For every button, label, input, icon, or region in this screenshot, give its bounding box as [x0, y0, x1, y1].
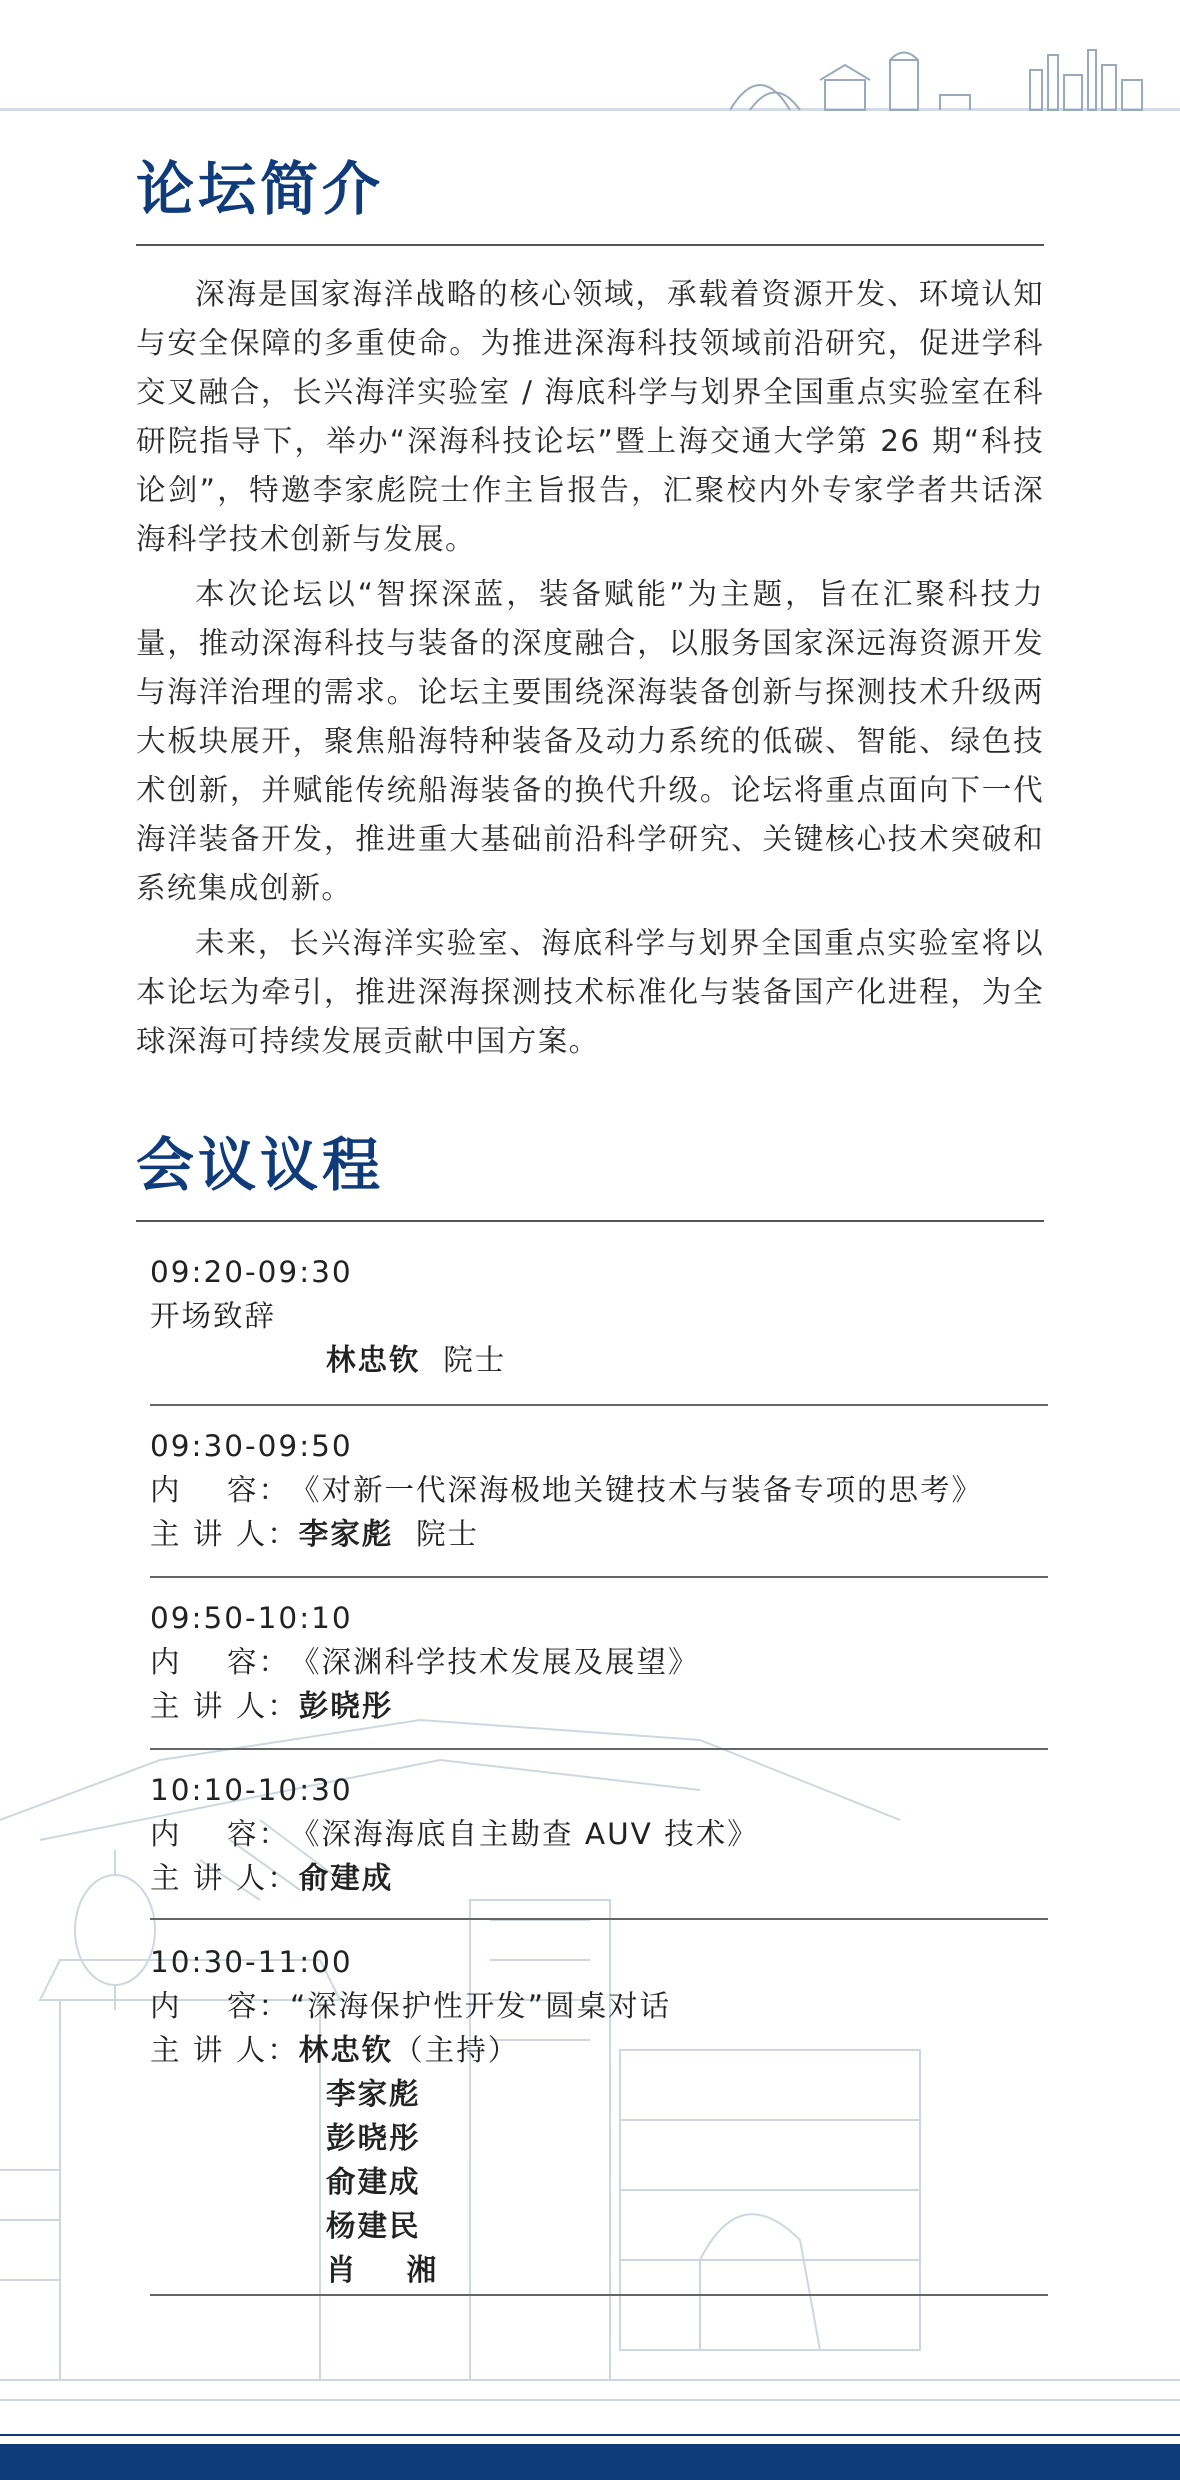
agenda-separator	[150, 2294, 1048, 2296]
footer-band	[0, 2444, 1180, 2480]
intro-divider	[136, 244, 1044, 246]
host-name: 林忠钦	[298, 2033, 394, 2067]
speaker-name: 李家彪	[298, 1517, 394, 1551]
speaker-name: 林忠钦	[326, 1343, 421, 1377]
footer-rule	[0, 2434, 1180, 2436]
panelist-name: 李家彪	[326, 2077, 421, 2111]
agenda-session-name: 开场致辞	[150, 1299, 277, 1333]
agenda-separator	[150, 1404, 1048, 1406]
agenda-time: 10:30-11:00	[150, 1945, 353, 1979]
agenda-separator	[150, 1918, 1048, 1920]
panelist-name: 彭晓彤	[326, 2121, 421, 2155]
agenda-item-roundtable	[150, 1940, 1050, 2292]
agenda-item	[150, 1424, 1050, 1556]
panelist-name: 杨建民	[326, 2209, 421, 2243]
speaker-name: 彭晓彤	[298, 1689, 394, 1723]
speaker-label: 主 讲 人：	[150, 1861, 299, 1895]
speaker-honor: 院士	[416, 1517, 480, 1551]
content-label: 内 容：	[150, 1645, 291, 1679]
section-title-agenda: 会议议程	[136, 1131, 385, 1199]
intro-paragraph: 未来，长兴海洋实验室、海底科学与划界全国重点实验室将以本论坛为牵引，推进深海探测技术标准化与装备国产化进程，为全球深海可持续发展贡献中国方案。	[136, 926, 1044, 1058]
talk-title: 《对新一代深海极地关键技术与装备专项的思考》	[290, 1473, 984, 1507]
speaker-label: 主 讲 人：	[150, 1689, 299, 1723]
intro-paragraph: 深海是国家海洋战略的核心领域，承载着资源开发、环境认知与安全保障的多重使命。为推进深海科技领域前沿研究，促进学科交叉融合，长兴海洋实验室 / 海底科学与划界全国重点实验室在科研院指导下，举办“深海科技论坛”暨上海交通大学第 26 期“科技论剑”，特邀李家彪院士作主旨报告，汇聚校内外专家学者共话深海科学技术创新与发展。	[136, 277, 1044, 556]
agenda-item	[150, 1596, 1050, 1728]
agenda-time: 09:50-10:10	[150, 1601, 353, 1635]
agenda-separator	[150, 1748, 1048, 1750]
agenda-time: 09:30-09:50	[150, 1429, 353, 1463]
host-note: （主持）	[393, 2033, 520, 2067]
speaker-name: 俞建成	[298, 1861, 394, 1895]
speaker-honor: 院士	[443, 1343, 507, 1377]
speaker-label: 主 讲 人：	[150, 2033, 299, 2067]
talk-title: “深海保护性开发”圆桌对话	[290, 1989, 672, 2023]
panelist-name: 肖 湘	[326, 2253, 439, 2287]
agenda-time: 10:10-10:30	[150, 1773, 353, 1807]
skyline-illustration	[730, 40, 1160, 120]
content-label: 内 容：	[150, 1473, 291, 1507]
agenda-separator	[150, 1576, 1048, 1578]
agenda-time: 09:20-09:30	[150, 1255, 353, 1289]
section-title-intro: 论坛简介	[136, 155, 385, 223]
speaker-label: 主 讲 人：	[150, 1517, 299, 1551]
agenda-item-opening	[150, 1250, 1050, 1382]
intro-text	[136, 270, 1044, 1072]
talk-title: 《深渊科学技术发展及展望》	[290, 1645, 700, 1679]
panelist-name: 俞建成	[326, 2165, 421, 2199]
intro-paragraph: 本次论坛以“智探深蓝，装备赋能”为主题，旨在汇聚科技力量，推动深海科技与装备的深度融合，以服务国家深远海资源开发与海洋治理的需求。论坛主要围绕深海装备创新与探测技术升级两大板块展开，聚焦船海特种装备及动力系统的低碳、智能、绿色技术创新，并赋能传统船海装备的换代升级。论坛将重点面向下一代海洋装备开发，推进重大基础前沿科学研究、关键核心技术突破和系统集成创新。	[136, 577, 1044, 905]
talk-title: 《深海海底自主勘查 AUV 技术》	[290, 1817, 759, 1851]
content-label: 内 容：	[150, 1817, 291, 1851]
agenda-divider	[136, 1220, 1044, 1222]
content-label: 内 容：	[150, 1989, 291, 2023]
agenda-item	[150, 1768, 1050, 1900]
